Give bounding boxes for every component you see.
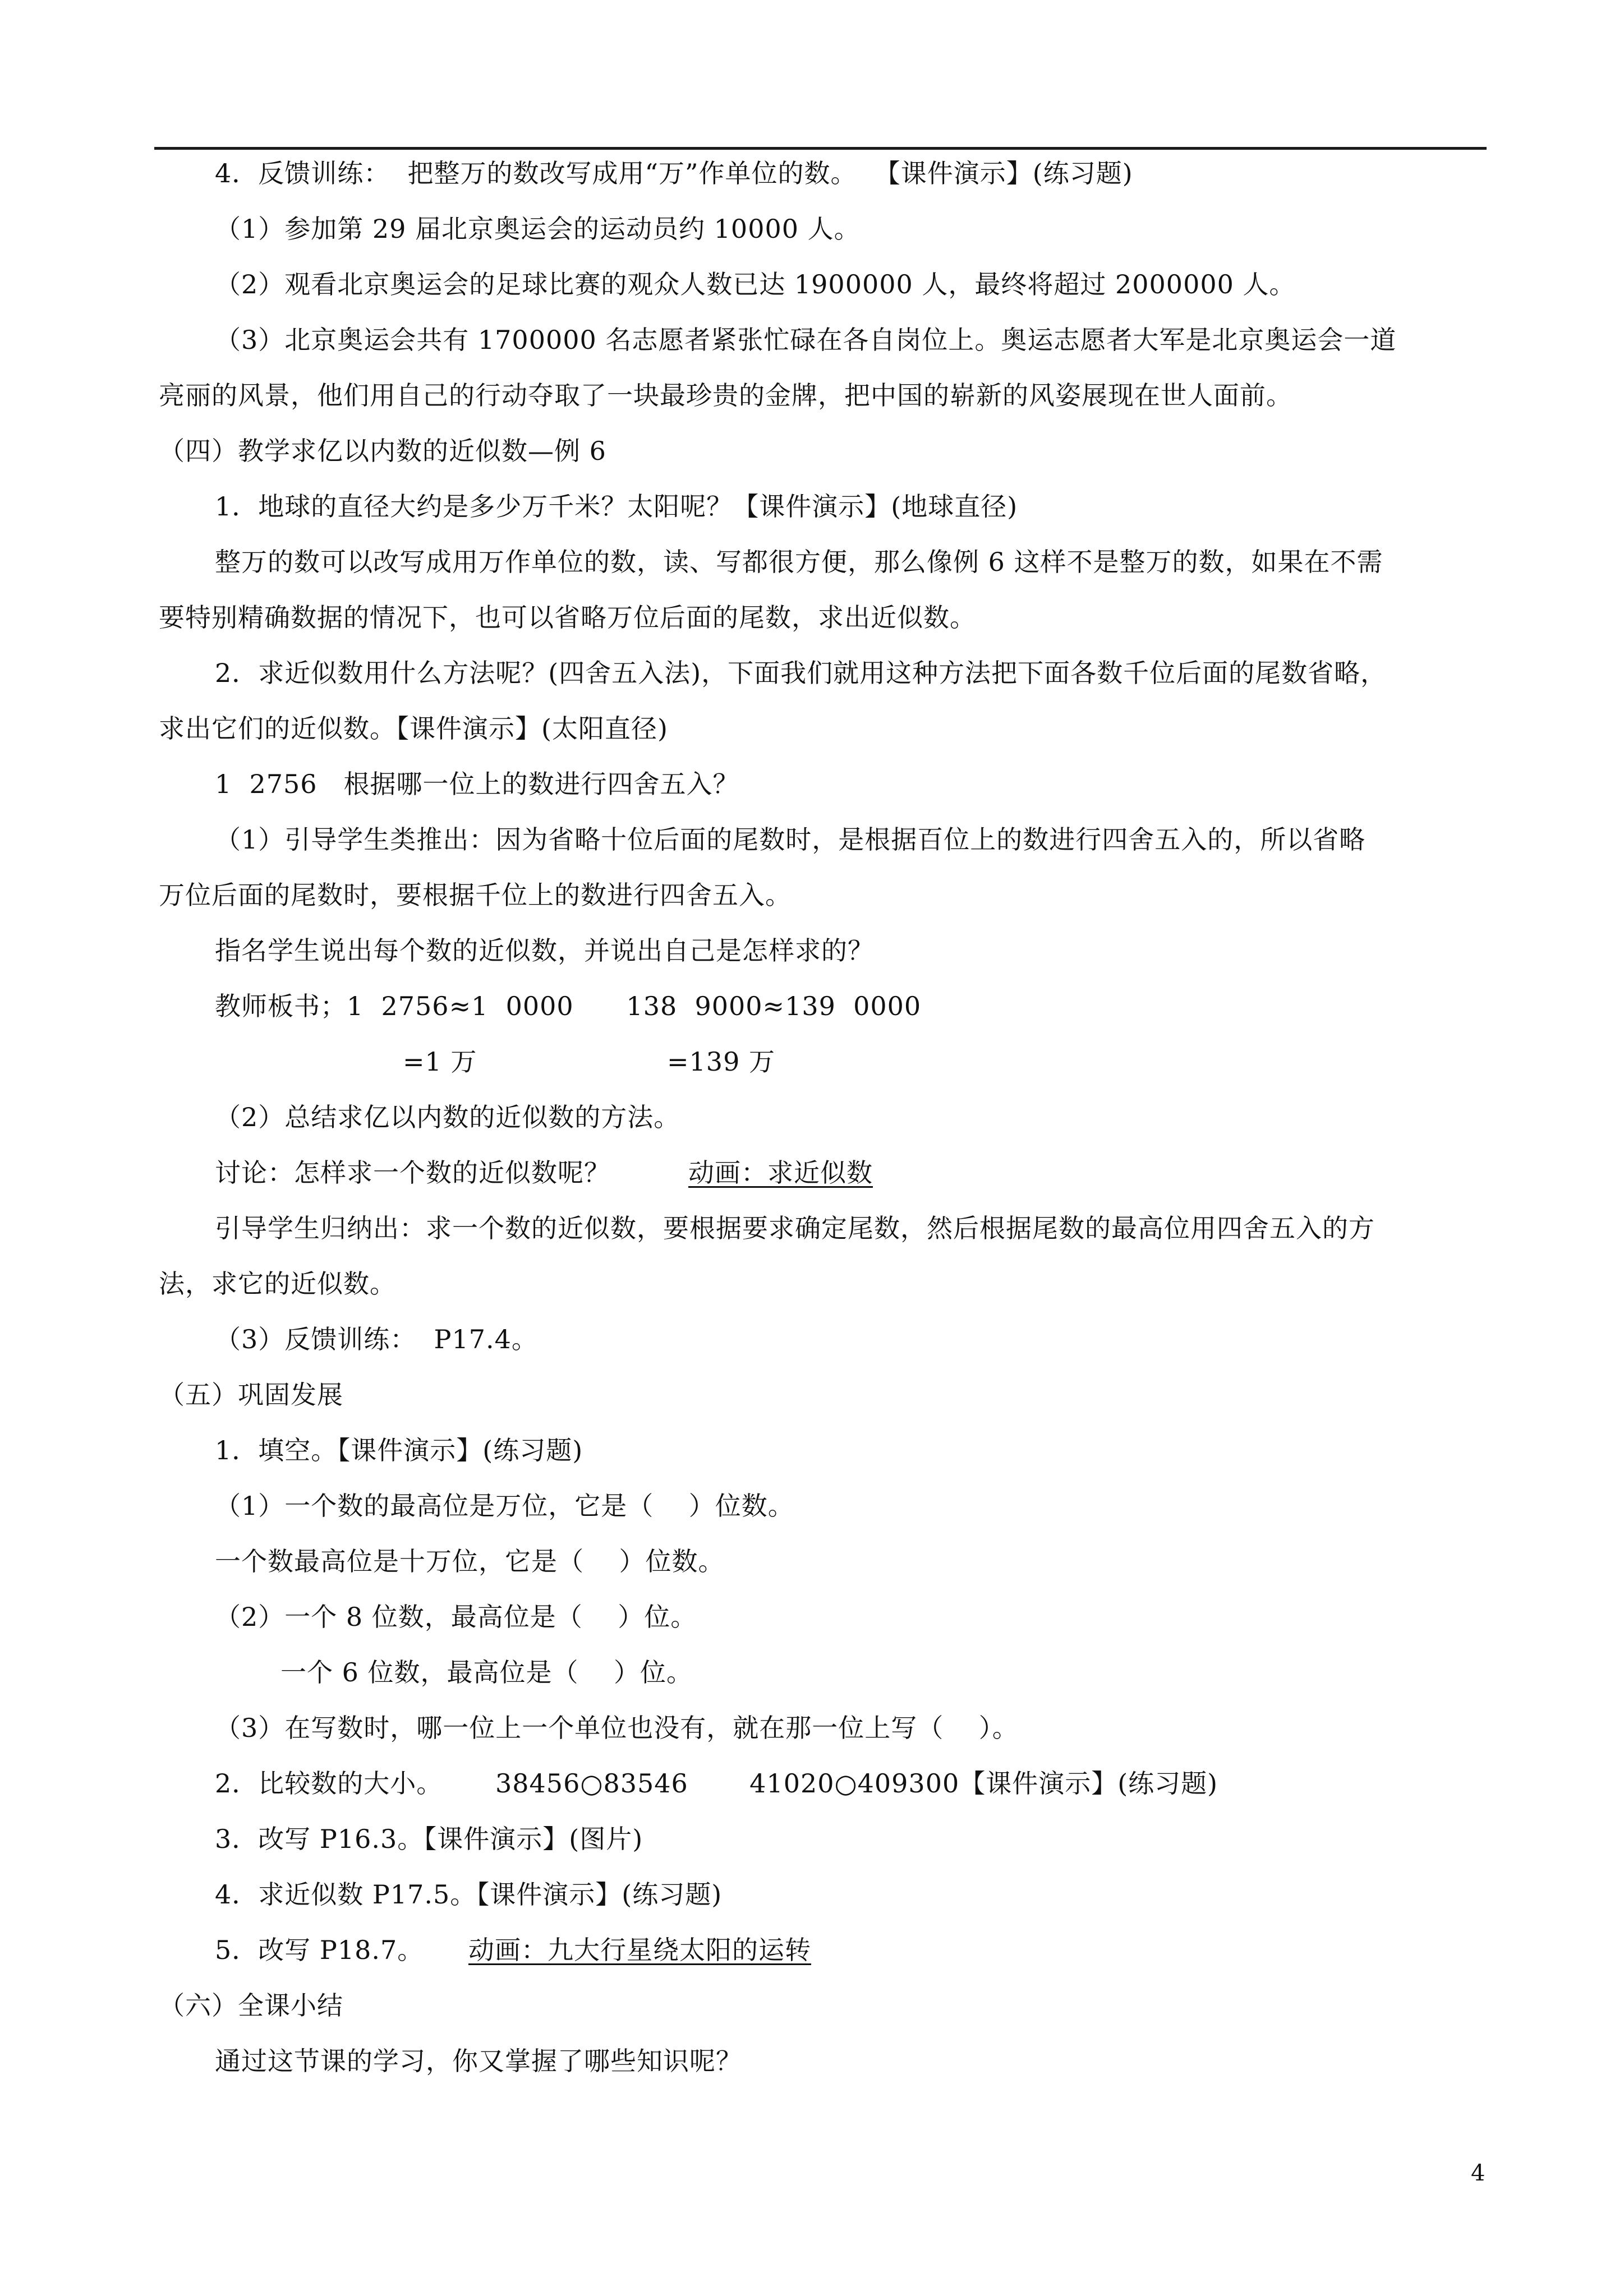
text-line: =139 万 [667,1046,775,1077]
text-line: （3）在写数时，哪一位上一个单位也没有，就在那一位上写（ ）。 [215,1713,1019,1743]
text-line: 求出它们的近似数。【课件演示】(太阳直径) [159,713,668,744]
text-line: 法，求它的近似数。 [159,1269,396,1299]
text-line: 整万的数可以改写成用万作单位的数，读、写都很方便，那么像例 6 这样不是整万的数，如果在不需 [215,547,1383,577]
text-line: =1 万 [403,1046,477,1077]
page-number: 4 [1471,2160,1485,2186]
text-line: （2）总结求亿以内数的近似数的方法。 [215,1102,680,1132]
text-line: 亮丽的风景，他们用自己的行动夺取了一块最珍贵的金牌，把中国的崭新的风姿展现在世人面前。 [159,380,1292,411]
text-line: （2）观看北京奥运会的足球比赛的观众人数已达 1900000 人，最终将超过 2000000 人。 [215,269,1296,299]
text-line: 3．改写 P16.3。【课件演示】(图片) [215,1824,643,1854]
text-line: 1．填空。【课件演示】(练习题) [215,1435,583,1465]
text-line: （1）一个数的最高位是万位，它是（ ）位数。 [215,1491,794,1521]
text-line: 要特别精确数据的情况下，也可以省略万位后面的尾数，求出近似数。 [159,602,976,633]
header-rule [154,147,1487,150]
text-line: 引导学生归纳出：求一个数的近似数，要根据要求确定尾数，然后根据尾数的最高位用四舍五入的方 [215,1213,1375,1243]
text-line: （1）引导学生类推出：因为省略十位后面的尾数时，是根据百位上的数进行四舍五入的，所以省略 [215,824,1366,855]
section-heading: （六）全课小结 [159,1990,343,2021]
text-line: 一个数最高位是十万位，它是（ ）位数。 [215,1546,725,1576]
text-line: （1）参加第 29 届北京奥运会的运动员约 10000 人。 [215,214,861,244]
text-line: 讨论：怎样求一个数的近似数呢？ [215,1158,610,1188]
text-line: 一个 6 位数，最高位是（ ）位。 [280,1657,693,1688]
animation-link[interactable]: 动画：九大行星绕太阳的运转 [468,1935,811,1965]
text-line: 教师板书；1 2756≈1 0000 138 9000≈139 0000 [215,991,922,1021]
text-line: 5．改写 P18.7。 [215,1935,424,1965]
text-line: 2．比较数的大小。 38456○83546 41020○409300【课件演示】(练习题) [215,1768,1218,1799]
text-line: （3）反馈训练： P17.4。 [215,1324,538,1354]
section-heading: （四）教学求亿以内数的近似数—例 6 [159,436,606,466]
text-line: 4．反馈训练： 把整万的数改写成用“万”作单位的数。 【课件演示】(练习题) [215,158,1133,188]
text-line: （2）一个 8 位数，最高位是（ ）位。 [215,1602,697,1632]
text-line: 万位后面的尾数时，要根据千位上的数进行四舍五入。 [159,880,792,910]
text-line: 1．地球的直径大约是多少万千米？太阳呢？【课件演示】(地球直径) [215,491,1018,522]
text-line: 通过这节课的学习，你又掌握了哪些知识呢？ [215,2046,742,2076]
text-line: 1 2756 根据哪一位上的数进行四舍五入？ [215,769,739,799]
text-line: 2．求近似数用什么方法呢？(四舍五入法)，下面我们就用这种方法把下面各数千位后面的尾数省略， [215,658,1387,688]
text-line: （3）北京奥运会共有 1700000 名志愿者紧张忙碌在各自岗位上。奥运志愿者大军是北京奥运会一道 [215,325,1397,355]
animation-link[interactable]: 动画：求近似数 [688,1158,873,1188]
section-heading: （五）巩固发展 [159,1380,343,1410]
text-line: 4．求近似数 P17.5。【课件演示】(练习题) [215,1879,723,1910]
text-line: 指名学生说出每个数的近似数，并说出自己是怎样求的？ [215,935,874,966]
